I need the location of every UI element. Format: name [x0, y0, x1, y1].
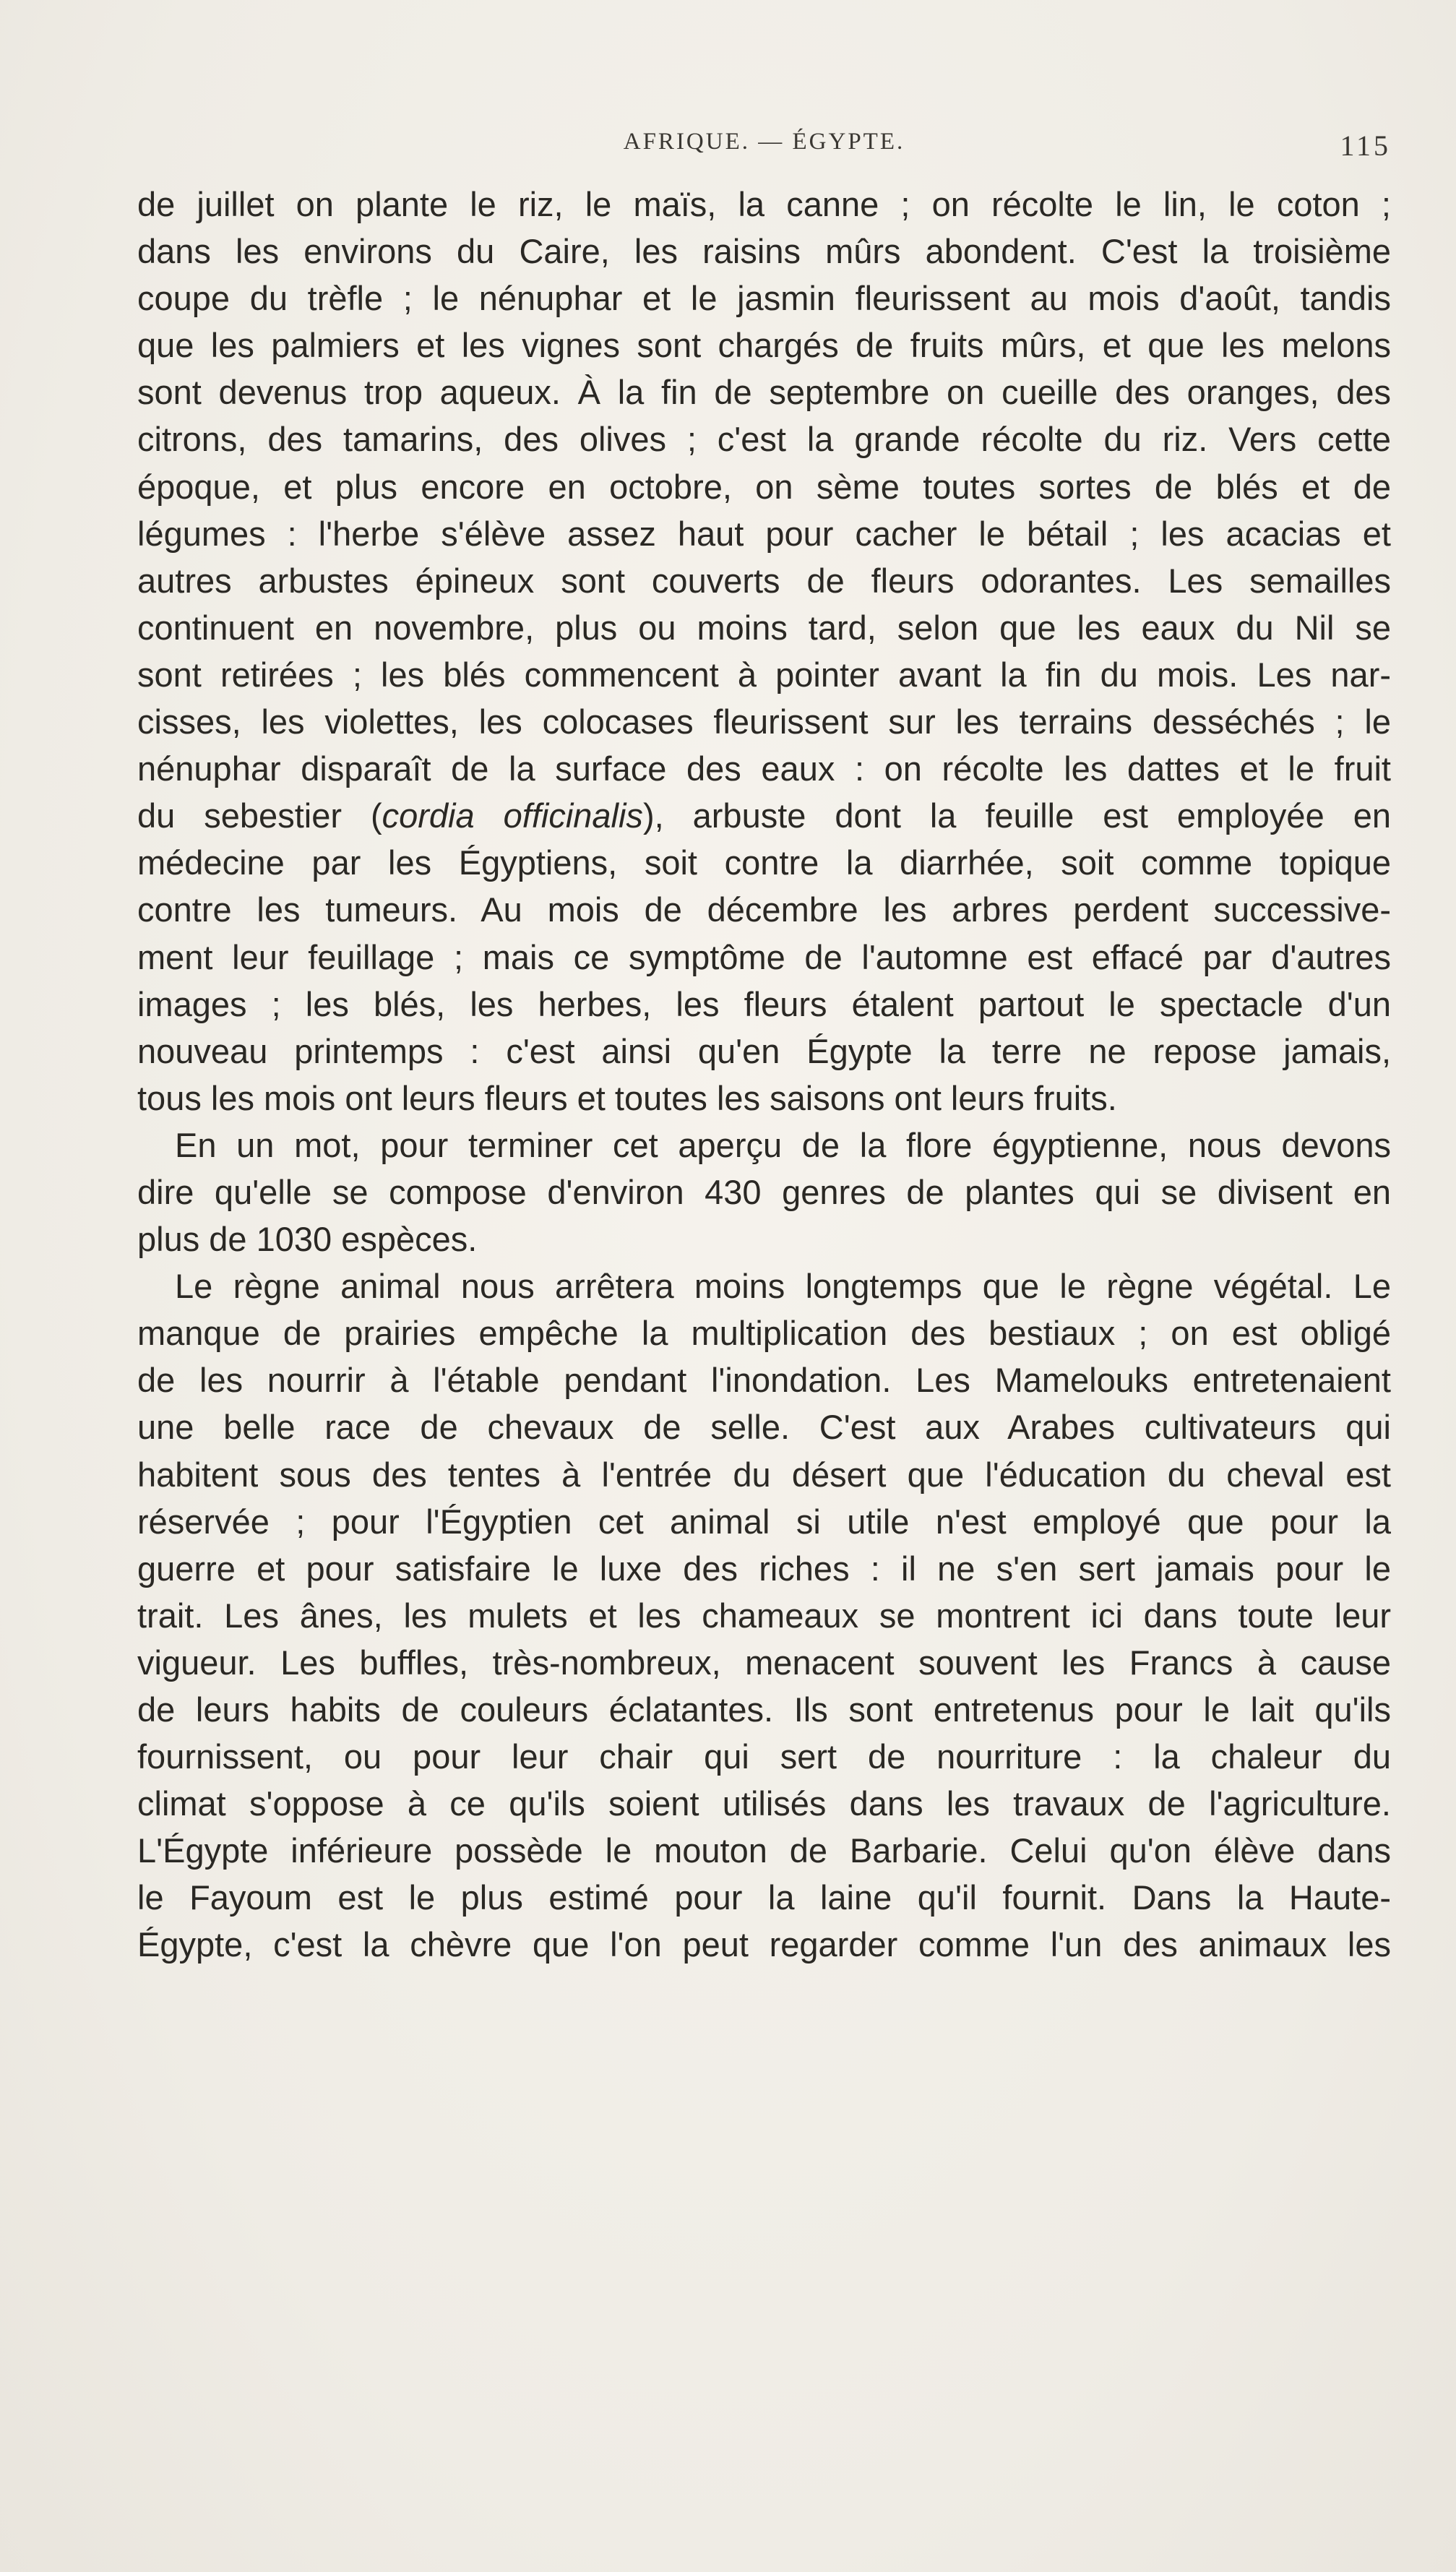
text-line: tous les mois ont leurs fleurs et toutes les saisons ont leurs fruits.: [137, 1078, 1117, 1117]
text-line: légumes : l'herbe s'élève assez haut pour cacher le bétail ; les acacias et: [137, 514, 1391, 553]
text-line: sont devenus trop aqueux. À la fin de septembre on cueille des oranges, des: [137, 373, 1391, 412]
text-line: de leurs habits de couleurs éclatantes. Ils sont entretenus pour le lait qu'ils: [137, 1690, 1391, 1729]
text-line: nénuphar disparaît de la surface des eaux : on récolte les dattes et le fruit: [137, 749, 1391, 788]
text-line: vigueur. Les buffles, très-nombreux, menacent souvent les Francs à cause: [137, 1643, 1391, 1682]
paragraph-2: [137, 1122, 1391, 1263]
paragraph-1: [137, 181, 1391, 1122]
body-text: [137, 181, 1391, 1969]
text-line: citrons, des tamarins, des olives ; c'est la grande récolte du riz. Vers cette: [137, 420, 1391, 459]
text-line: Égypte, c'est la chèvre que l'on peut regarder comme l'un des animaux les: [137, 1925, 1391, 1964]
text-fragment: du sebestier (: [137, 796, 382, 835]
text-line: habitent sous des tentes à l'entrée du désert que l'éducation du cheval est: [137, 1455, 1391, 1494]
text-line: le Fayoum est le plus estimé pour la laine qu'il fournit. Dans la Haute-: [137, 1878, 1391, 1917]
text-line: ment leur feuillage ; mais ce symptôme de l'automne est effacé par d'autres: [137, 937, 1391, 976]
text-line: coupe du trèfle ; le nénuphar et le jasmin fleurissent au mois d'août, tandis: [137, 279, 1391, 318]
text-line: médecine par les Égyptiens, soit contre la diarrhée, soit comme topique: [137, 843, 1391, 882]
text-line: En un mot, pour terminer cet aperçu de la flore égyptienne, nous devons: [175, 1125, 1391, 1164]
running-head: AFRIQUE. — ÉGYPTE.: [623, 129, 905, 155]
text-line: de juillet on plante le riz, le maïs, la canne ; on récolte le lin, le coton ;: [137, 185, 1391, 223]
text-line: nouveau printemps : c'est ainsi qu'en Égypte la terre ne repose jamais,: [137, 1031, 1391, 1070]
text-line: trait. Les ânes, les mulets et les chameaux se montrent ici dans toute leur: [137, 1596, 1391, 1635]
text-line: autres arbustes épineux sont couverts de fleurs odorantes. Les semailles: [137, 561, 1391, 600]
text-line: manque de prairies empêche la multiplication des bestiaux ; on est obligé: [137, 1314, 1391, 1353]
text-fragment: ), arbuste dont la feuille est employée en: [642, 796, 1391, 835]
text-line: dire qu'elle se compose d'environ 430 genres de plantes qui se divisent en: [137, 1172, 1391, 1211]
text-line: de les nourrir à l'étable pendant l'inondation. Les Mamelouks entretenaient: [137, 1361, 1391, 1400]
page-number: 115: [1340, 129, 1391, 162]
text-line: L'Égypte inférieure possède le mouton de Barbarie. Celui qu'on élève dans: [137, 1831, 1391, 1870]
text-line: fournissent, ou pour leur chair qui sert de nourriture : la chaleur du: [137, 1737, 1391, 1776]
text-line: dans les environs du Caire, les raisins mûrs abondent. C'est la troisième: [137, 232, 1391, 271]
text-line: images ; les blés, les herbes, les fleurs étalent partout le spectacle d'un: [137, 984, 1391, 1023]
text-line: climat s'oppose à ce qu'ils soient utilisés dans les travaux de l'agriculture.: [137, 1784, 1391, 1823]
text-line: une belle race de chevaux de selle. C'est aux Arabes cultivateurs qui: [137, 1408, 1391, 1447]
latin-name: cordia officinalis: [382, 796, 643, 835]
paragraph-3: [137, 1263, 1391, 1968]
text-line: guerre et pour satisfaire le luxe des riches : il ne s'en sert jamais pour le: [137, 1549, 1391, 1588]
text-line: sont retirées ; les blés commencent à pointer avant la fin du mois. Les nar-: [137, 655, 1391, 694]
text-line: Le règne animal nous arrêtera moins longtemps que le règne végétal. Le: [175, 1267, 1391, 1306]
text-line: cisses, les violettes, les colocases fleurissent sur les terrains desséchés ; le: [137, 702, 1391, 741]
page-header: [137, 129, 1391, 172]
text-line: continuent en novembre, plus ou moins tard, selon que les eaux du Nil se: [137, 608, 1391, 647]
text-line: contre les tumeurs. Au mois de décembre les arbres perdent successive-: [137, 890, 1391, 929]
text-line: que les palmiers et les vignes sont chargés de fruits mûrs, et que les melons: [137, 326, 1391, 365]
text-line: époque, et plus encore en octobre, on sème toutes sortes de blés et de: [137, 467, 1391, 506]
text-line-with-italic: [137, 792, 1391, 839]
text-line: réservée ; pour l'Égyptien cet animal si utile n'est employé que pour la: [137, 1502, 1391, 1541]
text-line: plus de 1030 espèces.: [137, 1220, 478, 1259]
